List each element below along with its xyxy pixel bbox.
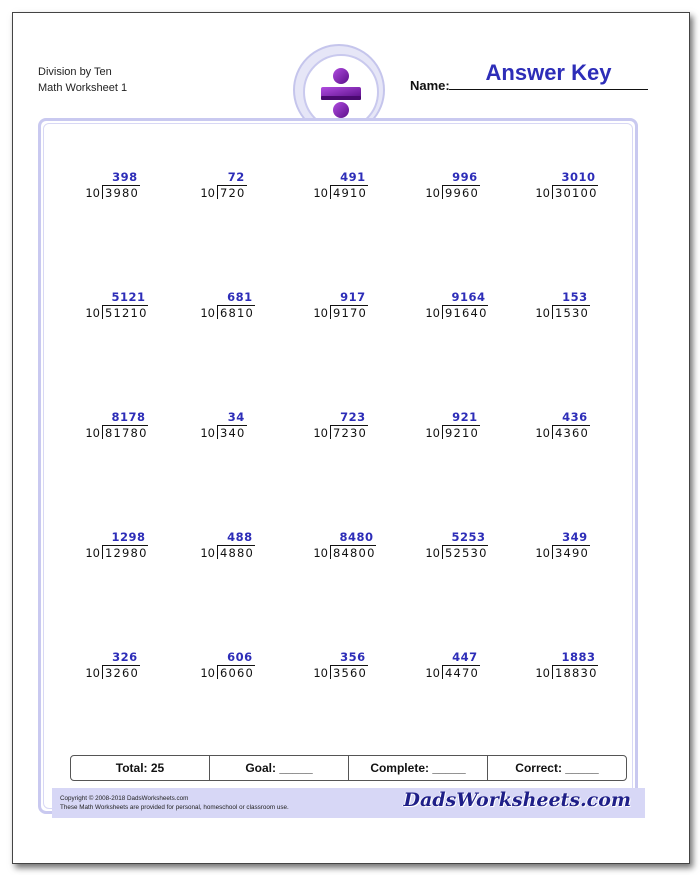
copyright-line-2: These Math Worksheets are provided for personal, homeschool or classroom use.: [60, 804, 289, 811]
division-problem: [308, 290, 418, 330]
dividend: 81780: [105, 426, 148, 440]
division-problem: [195, 650, 305, 690]
footer-band: [52, 788, 645, 818]
division-bracket: [552, 305, 553, 319]
divisor: 10: [85, 186, 100, 200]
division-bracket: [552, 425, 553, 439]
quotient-answer: 723: [340, 410, 366, 424]
goal-cell[interactable]: Goal: _____: [210, 756, 349, 780]
divisor: 10: [535, 426, 550, 440]
score-bar: [70, 755, 627, 781]
dividend: 1530: [555, 306, 590, 320]
divisor: 10: [85, 426, 100, 440]
quotient-answer: 1298: [111, 530, 146, 544]
divisor: 10: [425, 426, 440, 440]
quotient-answer: 996: [452, 170, 478, 184]
divisor: 10: [535, 306, 550, 320]
dividend: 12980: [105, 546, 148, 560]
dividend: 30100: [555, 186, 598, 200]
division-bracket: [217, 665, 218, 679]
division-problem: [530, 290, 640, 330]
dividend: 3490: [555, 546, 590, 560]
division-bracket: [442, 185, 443, 199]
total-cell: Total: 25: [71, 756, 210, 780]
divisor: 10: [313, 426, 328, 440]
quotient-answer: 917: [340, 290, 366, 304]
division-bracket: [102, 545, 103, 559]
quotient-answer: 447: [452, 650, 478, 664]
dividend: 9170: [333, 306, 368, 320]
quotient-answer: 398: [112, 170, 138, 184]
worksheet-title: [38, 64, 127, 96]
name-line[interactable]: [449, 89, 648, 90]
divisor: 10: [85, 666, 100, 680]
copyright-line-1: Copyright © 2008-2018 DadsWorksheets.com: [60, 795, 189, 802]
divisor: 10: [425, 666, 440, 680]
divisor: 10: [425, 546, 440, 560]
name-label: Name:: [410, 78, 450, 93]
division-problem: [420, 410, 530, 450]
quotient-answer: 3010: [561, 170, 596, 184]
divisor: 10: [200, 186, 215, 200]
quotient-answer: 34: [227, 410, 245, 424]
divisor: 10: [200, 426, 215, 440]
divisor: 10: [313, 186, 328, 200]
division-problem: [308, 410, 418, 450]
dividend: 84800: [333, 546, 376, 560]
dividend: 9960: [445, 186, 480, 200]
complete-cell[interactable]: Complete: _____: [349, 756, 488, 780]
brand-logo[interactable]: DadsWorksheets.com: [403, 789, 631, 811]
division-problem: [80, 170, 190, 210]
quotient-answer: 5253: [451, 530, 486, 544]
division-problem: [420, 530, 530, 570]
division-bracket: [442, 545, 443, 559]
quotient-answer: 326: [112, 650, 138, 664]
division-problem: [80, 530, 190, 570]
division-bracket: [552, 185, 553, 199]
dividend: 7230: [333, 426, 368, 440]
problems-frame: [38, 118, 638, 814]
dividend: 3980: [105, 186, 140, 200]
quotient-answer: 681: [227, 290, 253, 304]
division-bracket: [102, 665, 103, 679]
division-bracket: [442, 425, 443, 439]
divisor: 10: [200, 666, 215, 680]
quotient-answer: 8178: [111, 410, 146, 424]
division-problem: [308, 650, 418, 690]
division-problem: [420, 170, 530, 210]
dividend: 6810: [220, 306, 255, 320]
quotient-answer: 356: [340, 650, 366, 664]
division-bracket: [330, 185, 331, 199]
dividend: 3260: [105, 666, 140, 680]
dividend: 340: [220, 426, 246, 440]
division-problem: [530, 410, 640, 450]
division-problem: [530, 530, 640, 570]
quotient-answer: 8480: [339, 530, 374, 544]
divisor: 10: [313, 666, 328, 680]
division-problem: [80, 650, 190, 690]
divisor: 10: [425, 306, 440, 320]
division-bracket: [330, 425, 331, 439]
division-bracket: [102, 305, 103, 319]
division-problem: [195, 290, 305, 330]
name-value: Answer Key: [485, 60, 612, 85]
divisor: 10: [535, 666, 550, 680]
division-bracket: [330, 545, 331, 559]
division-bracket: [442, 665, 443, 679]
divisor: 10: [313, 306, 328, 320]
dividend: 52530: [445, 546, 488, 560]
division-problem: [530, 650, 640, 690]
division-problem: [80, 410, 190, 450]
division-problem: [420, 650, 530, 690]
quotient-answer: 5121: [111, 290, 146, 304]
divisor: 10: [313, 546, 328, 560]
dividend: 51210: [105, 306, 148, 320]
division-problem: [195, 170, 305, 210]
division-problem: [308, 530, 418, 570]
division-bracket: [217, 305, 218, 319]
quotient-answer: 606: [227, 650, 253, 664]
title-line-1: Division by Ten: [38, 66, 112, 78]
dividend: 9210: [445, 426, 480, 440]
division-bracket: [552, 665, 553, 679]
division-bracket: [330, 305, 331, 319]
division-problem: [80, 290, 190, 330]
quotient-answer: 72: [227, 170, 245, 184]
title-line-2: Math Worksheet 1: [38, 82, 128, 94]
quotient-answer: 1883: [561, 650, 596, 664]
division-problem: [195, 410, 305, 450]
quotient-answer: 9164: [451, 290, 486, 304]
division-bracket: [102, 425, 103, 439]
quotient-answer: 436: [562, 410, 588, 424]
division-bracket: [552, 545, 553, 559]
dividend: 18830: [555, 666, 598, 680]
division-bracket: [330, 665, 331, 679]
dividend: 720: [220, 186, 246, 200]
division-bracket: [217, 185, 218, 199]
divisor: 10: [535, 546, 550, 560]
divisor: 10: [535, 186, 550, 200]
quotient-answer: 488: [227, 530, 253, 544]
dividend: 4470: [445, 666, 480, 680]
dividend: 4880: [220, 546, 255, 560]
division-problem: [530, 170, 640, 210]
quotient-answer: 491: [340, 170, 366, 184]
dividend: 91640: [445, 306, 488, 320]
division-problem: [308, 170, 418, 210]
divisor: 10: [200, 546, 215, 560]
division-problem: [420, 290, 530, 330]
division-bracket: [217, 425, 218, 439]
division-bracket: [217, 545, 218, 559]
quotient-answer: 921: [452, 410, 478, 424]
division-problem: [195, 530, 305, 570]
quotient-answer: 153: [562, 290, 588, 304]
copyright: [60, 794, 289, 812]
division-bracket: [442, 305, 443, 319]
dividend: 6060: [220, 666, 255, 680]
divisor: 10: [85, 546, 100, 560]
divisor: 10: [85, 306, 100, 320]
dividend: 4910: [333, 186, 368, 200]
quotient-answer: 349: [562, 530, 588, 544]
divisor: 10: [200, 306, 215, 320]
divisor: 10: [425, 186, 440, 200]
division-bracket: [102, 185, 103, 199]
correct-cell[interactable]: Correct: _____: [515, 761, 599, 775]
dividend: 3560: [333, 666, 368, 680]
dividend: 4360: [555, 426, 590, 440]
